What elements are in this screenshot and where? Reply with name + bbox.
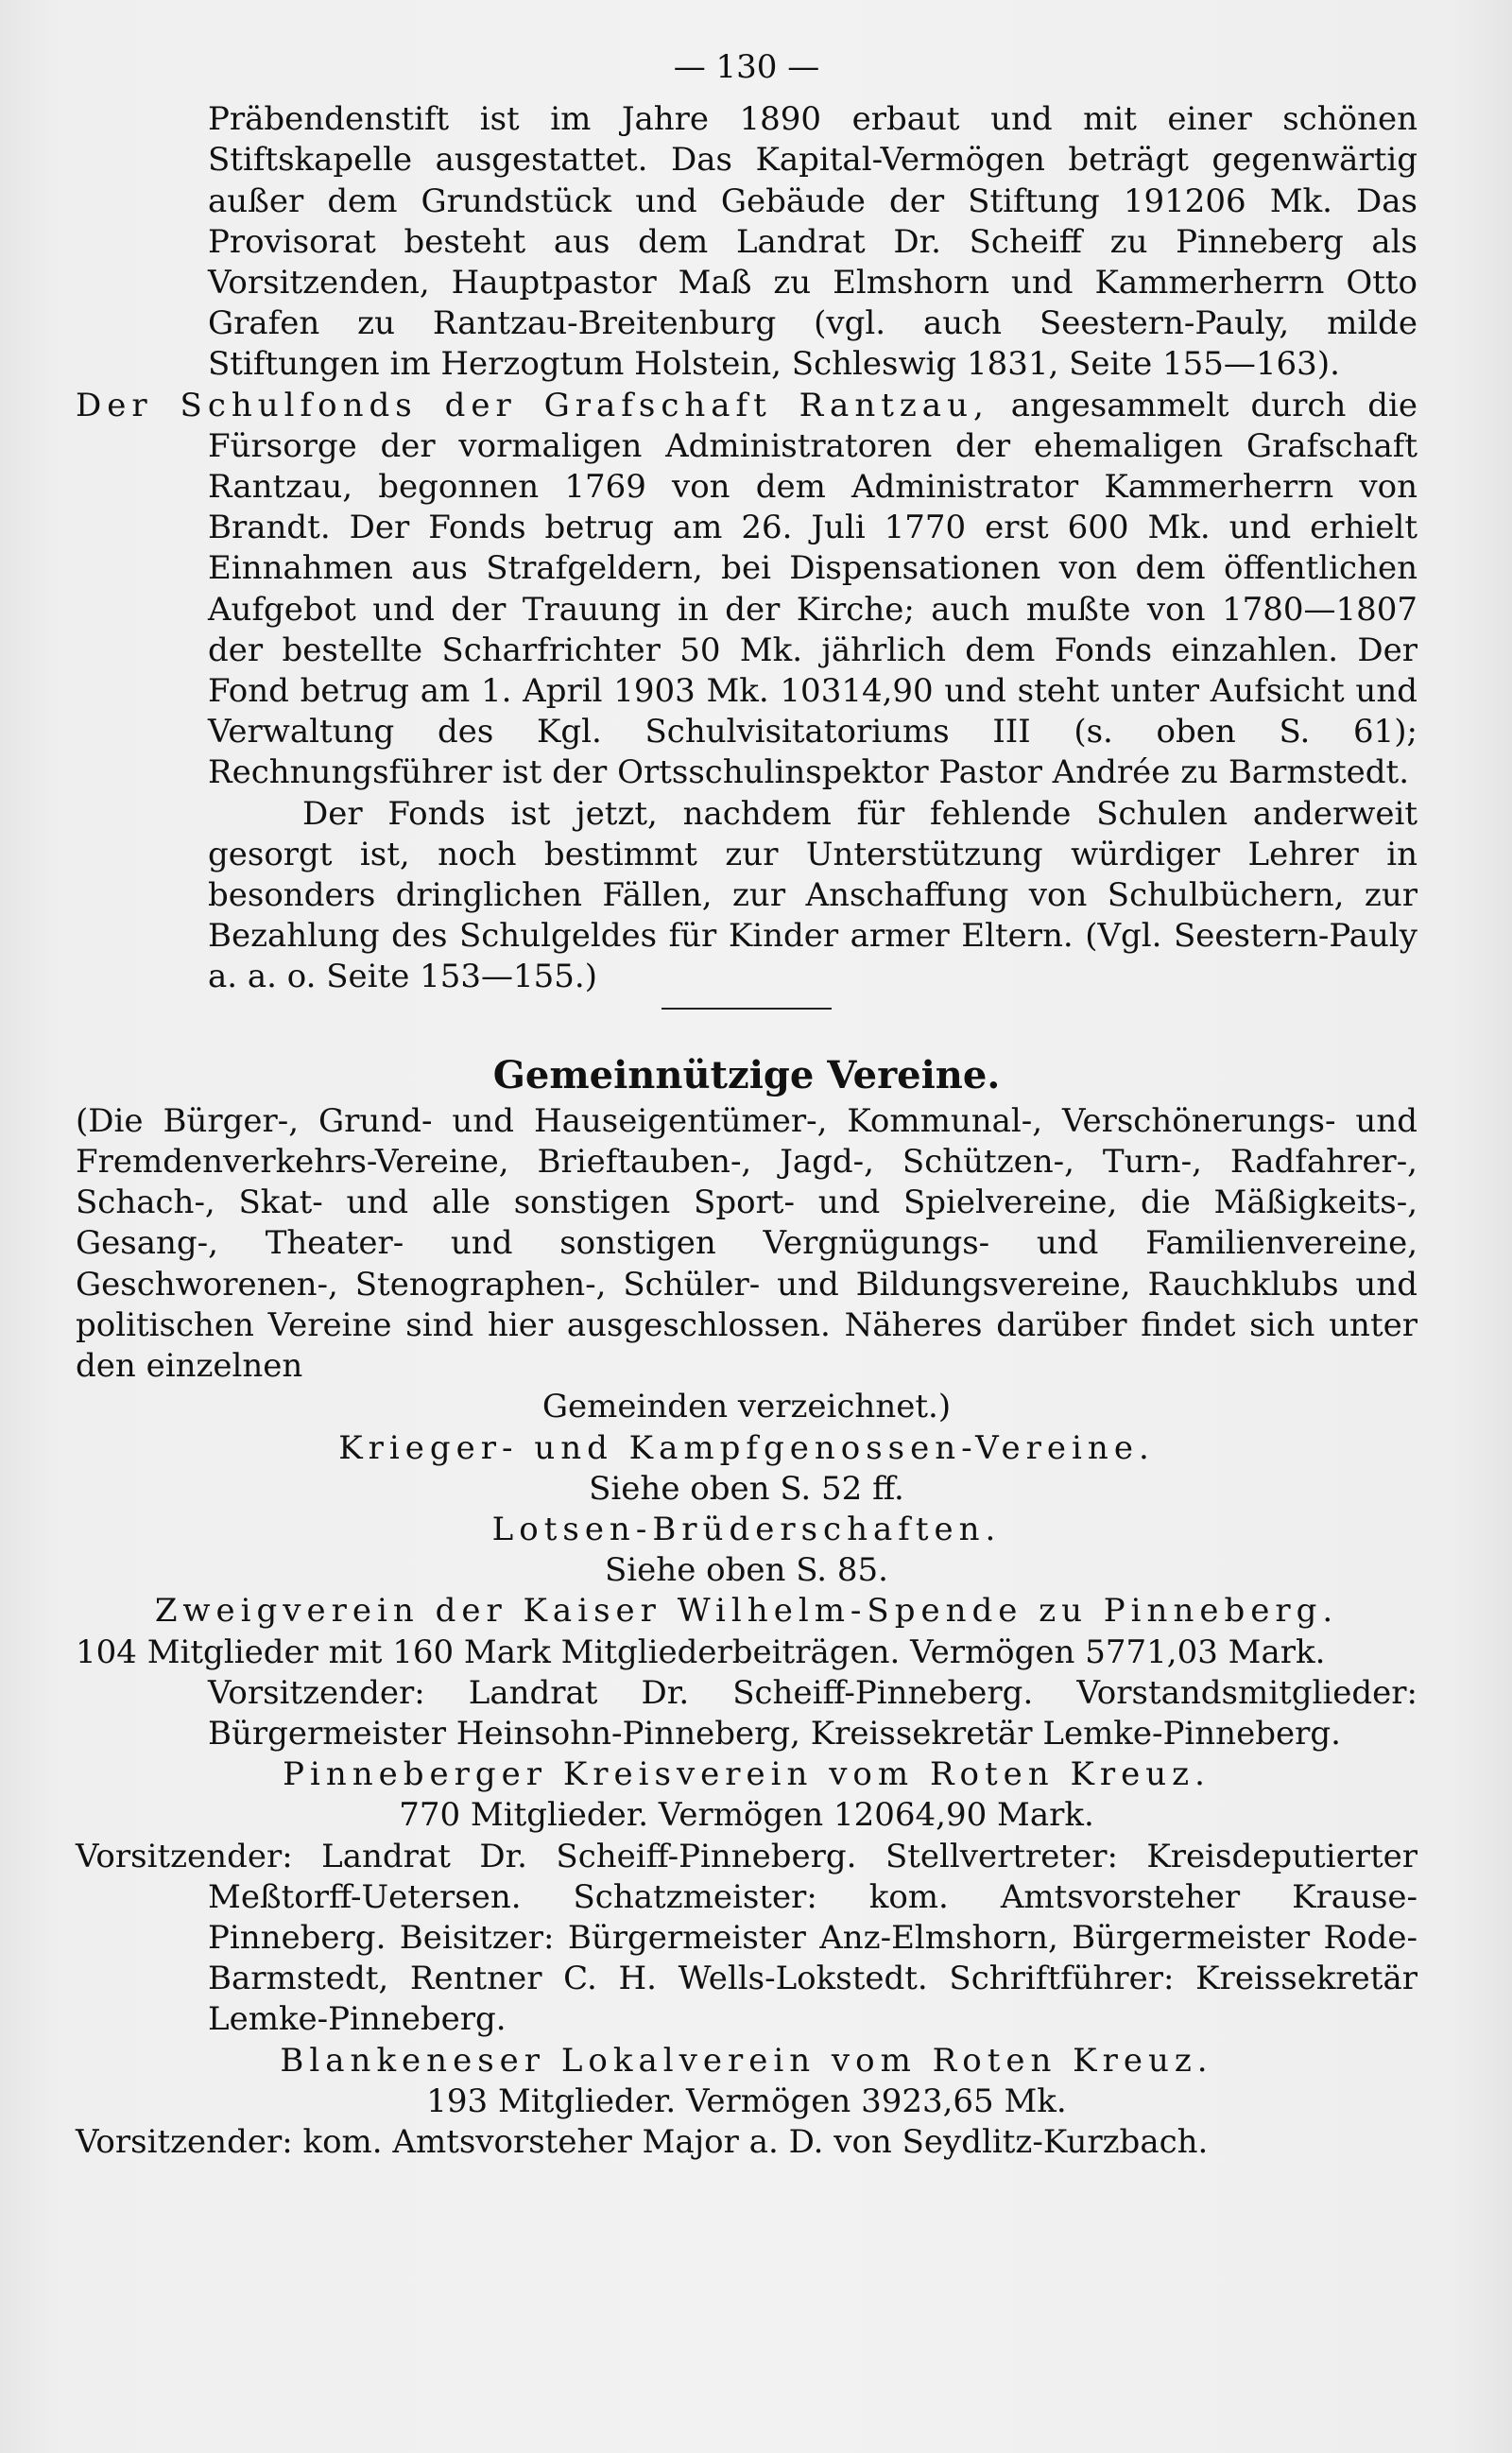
section-heading: Gemeinnützige Vereine. [492, 1052, 1001, 1097]
section-intro: (Die Bürger-, Grund- und Hauseigentümer-, Kommunal-, Verschönerungs- und Fremdenverkehrs-Vereine, Brieftauben-, Jagd-, Schützen-, Turn-, Radfahrer-, Schach-, Skat- und alle sonstigen Sport- und Spielvereine, die Mäßigkeits-, Gesang-, Theater- und sonstigen Vergnügungs- und Familienvereine, Geschworenen-, Stenographen-, Schüler- und Bildungsvereine, Rauchklubs und politischen Vereine sind hier ausgeschlossen. Näheres darüber findet sich unter den einzelnen [76, 1101, 1418, 1386]
zweigverein-board: Vorsitzender: Landrat Dr. Scheiff-Pinneberg. Vorstandsmitglieder: Bürgermeister Heinsohn-Pinneberg, Kreissekretär Lemke-Pinneberg. [208, 1673, 1418, 1753]
kriegervereine-ref: Siehe oben S. 52 ff. [589, 1469, 904, 1508]
school-fund-label: Der Schulfonds der Grafschaft Rantzau, [76, 386, 989, 424]
lotsen-ref: Siehe oben S. 85. [605, 1551, 888, 1590]
rotes-kreuz-blankenese-board: Vorsitzender: kom. Amtsvorsteher Major a. D. von Seydlitz-Kurzbach. [76, 2122, 1209, 2161]
rotes-kreuz-pinneberg-title: Pinneberger Kreisverein vom Roten Kreuz. [283, 1755, 1211, 1794]
rotes-kreuz-pinneberg-board: Vorsitzender: Landrat Dr. Scheiff-Pinneberg. Stellvertreter: Kreisdeputierter Meßtorff-Uetersen. Schatzmeister: kom. Amtsvorsteher Krause-Pinneberg. Beisitzer: Bürgermeister Anz-Elmshorn, Bürgermeister Rode-Barmstedt, Rentner C. H. Wells-Lokstedt. Schriftführer: Kreissekretär Lemke-Pinneberg. [76, 1837, 1418, 2039]
zweigverein-title: Zweigverein der Kaiser Wilhelm-Spende zu Pinneberg. [154, 1592, 1339, 1631]
rotes-kreuz-blankenese-title: Blankeneser Lokalverein vom Roten Kreuz. [280, 2041, 1213, 2080]
zweigverein-members: 104 Mitglieder mit 160 Mark Mitgliederbeiträgen. Vermögen 5771,03 Mark. [76, 1632, 1326, 1671]
school-fund-paragraph-2: Der Fonds ist jetzt, nachdem für fehlende Schulen anderweit gesorgt ist, noch bestimmt zur Unterstützung würdiger Lehrer in besonders dringlichen Fällen, zur Anschaffung von Schulbüchern, zur Bezahlung des Schulgeldes für Kinder armer Eltern. (Vgl. Seestern-Pauly a. a. o. Seite 153—155.) [208, 794, 1418, 996]
school-fund-text: angesammelt durch die Fürsorge der vormaligen Administratoren der ehemaligen Grafschaft Rantzau, begonnen 1769 von dem Administrator Kammerherrn von Brandt. Der Fonds betrug am 26. Juli 1770 erst 600 Mk. und erhielt Einnahmen aus Strafgeldern, bei Dispensationen von dem öffentlichen Aufgebot und der Trauung in der Kirche; auch mußte von 1780—1807 der bestellte Scharfrichter 50 Mk. jährlich dem Fonds einzahlen. Der Fond betrug am 1. April 1903 Mk. 10314,90 und steht unter Aufsicht und Verwaltung des Kgl. Schulvisitatoriums III (s. oben S. 61); Rechnungsführer ist der Ortsschulinspektor Pastor Andrée zu Barmstedt. [208, 386, 1418, 792]
school-fund-paragraph [76, 386, 1418, 794]
section-intro-last: Gemeinden verzeichnet.) [541, 1388, 952, 1426]
page-text [76, 47, 1418, 2163]
page-number: — 130 — [673, 48, 820, 86]
rotes-kreuz-pinneberg-members: 770 Mitglieder. Vermögen 12064,90 Mark. [399, 1796, 1094, 1835]
foundation-paragraph: Präbendenstift ist im Jahre 1890 erbaut und mit einer schönen Stiftskapelle ausgestattet. Das Kapital-Vermögen beträgt gegenwärtig außer dem Grundstück und Gebäude der Stiftung 191206 Mk. Das Provisorat besteht aus dem Landrat Dr. Scheiff zu Pinneberg als Vorsitzenden, Hauptpastor Maß zu Elmshorn und Kammerherrn Otto Grafen zu Rantzau-Breitenburg (vgl. auch Seestern-Pauly, milde Stiftungen im Herzogtum Holstein, Schleswig 1831, Seite 155—163). [208, 100, 1418, 384]
section-divider [76, 1008, 1418, 1010]
rotes-kreuz-blankenese-members: 193 Mitglieder. Vermögen 3923,65 Mk. [426, 2082, 1067, 2120]
kriegervereine-title: Krieger- und Kampfgenossen-Vereine. [338, 1428, 1155, 1467]
lotsen-title: Lotsen-Brüderschaften. [491, 1510, 1002, 1548]
